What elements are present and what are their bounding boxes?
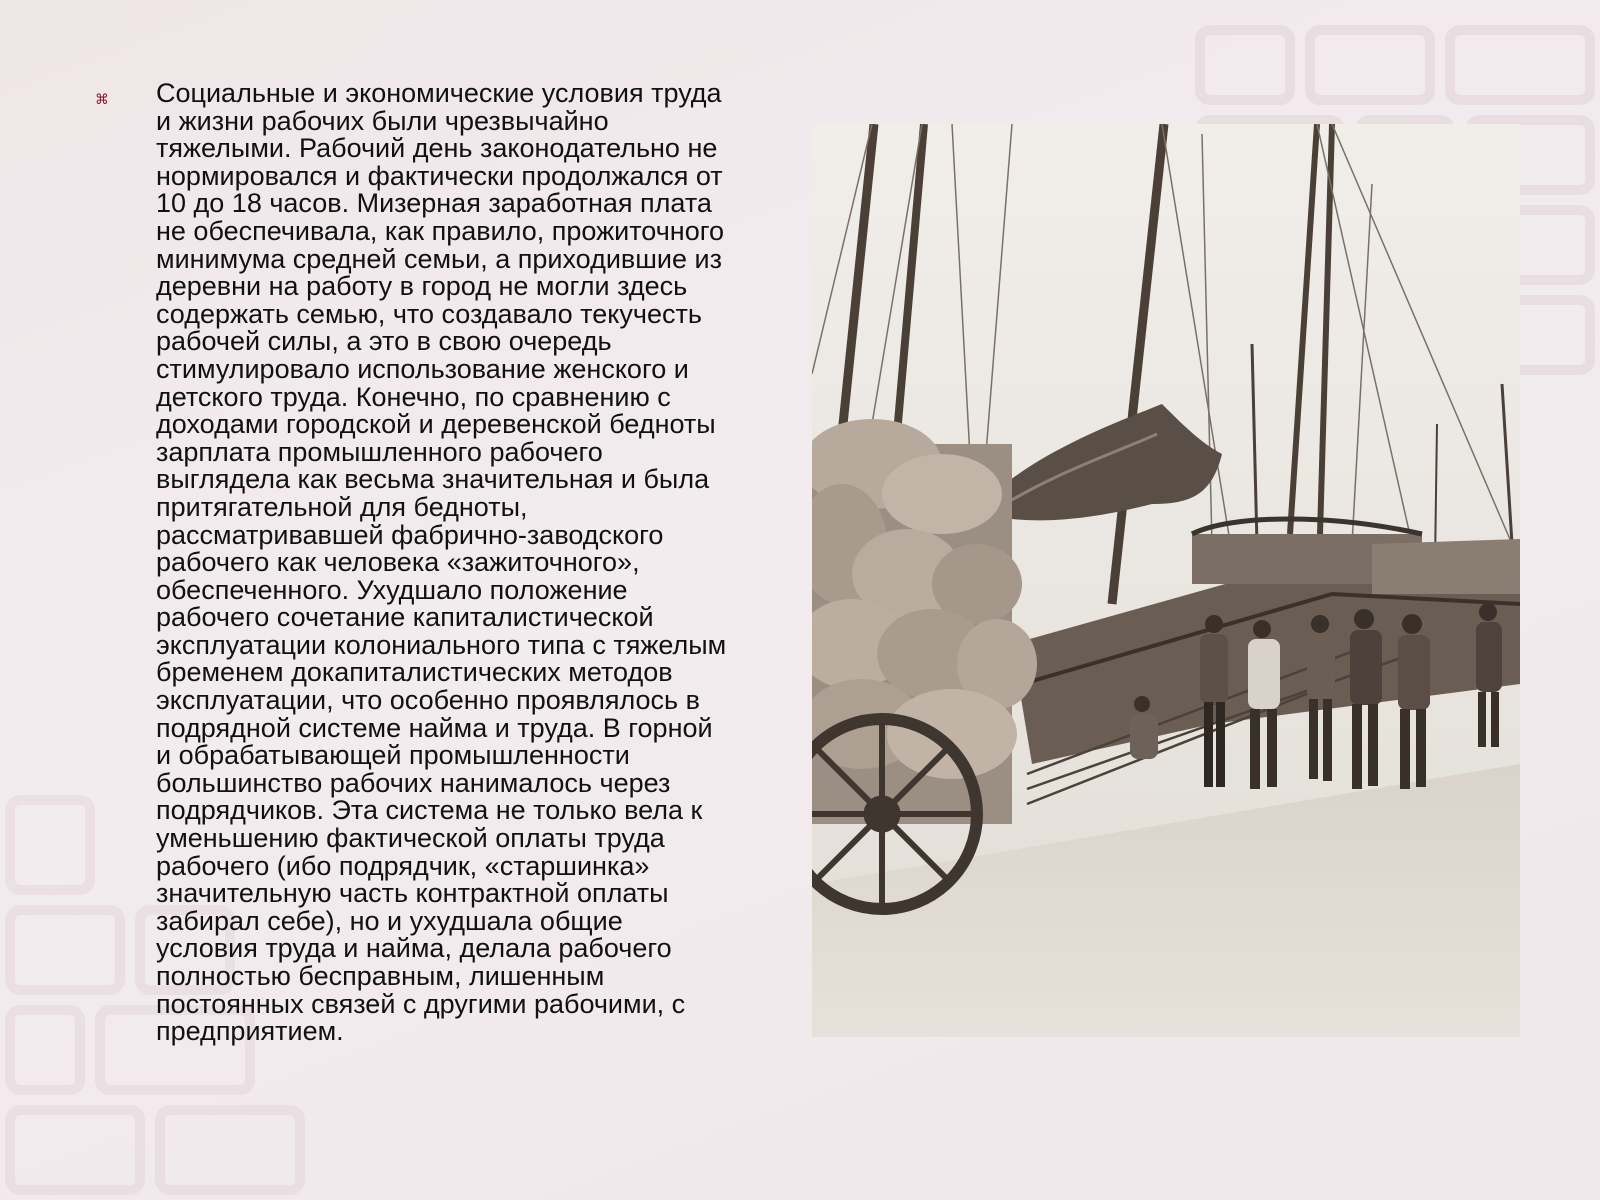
historical-photo <box>812 124 1520 1037</box>
body-paragraph: Социальные и экономические условия труда и жизни рабочих были чрезвычайно тяжелыми. Рабочий день законодательно не нормировался и фактически продолжался от 10 до 18 часов. Мизерная заработная плата не обеспечивала, как правило, прожиточного минимума средней семьи, а приходившие из деревни на работу в город не могли здесь содержать семью, что создавало текучесть рабочей силы, а это в свою очередь стимулировало использование женского и детского труда. Конечно, по сравнению с доходами городской и деревенской бедноты зарплата промышленного рабочего выглядела как весьма значительная и была притягательной для бедноты, рассматривавшей фабрично-заводского рабочего как человека «зажиточного», обеспеченного. Ухудшало положение рабочего сочетание капиталистической эксплуатации колониального типа с тяжелым бременем докапиталистических методов эксплуатации, что особенно проявлялось в подрядной системе найма и труда. В горной и обрабатывающей промышленности большинство рабочих нанималось через подрядчиков. Эта система не только вела к уменьшению фактической оплаты труда рабочего (ибо подрядчик, «старшинка» значительную часть контрактной оплаты забирал себе), но и ухудшала общие условия труда и найма, делала рабочего полностью бесправным, лишенным постоянных связей с другими рабочими, с предприятием. <box>156 78 727 1047</box>
sack-pile <box>812 419 1037 824</box>
photo-illustration <box>812 124 1520 1037</box>
bullet-command-icon: ⌘ <box>95 91 109 107</box>
